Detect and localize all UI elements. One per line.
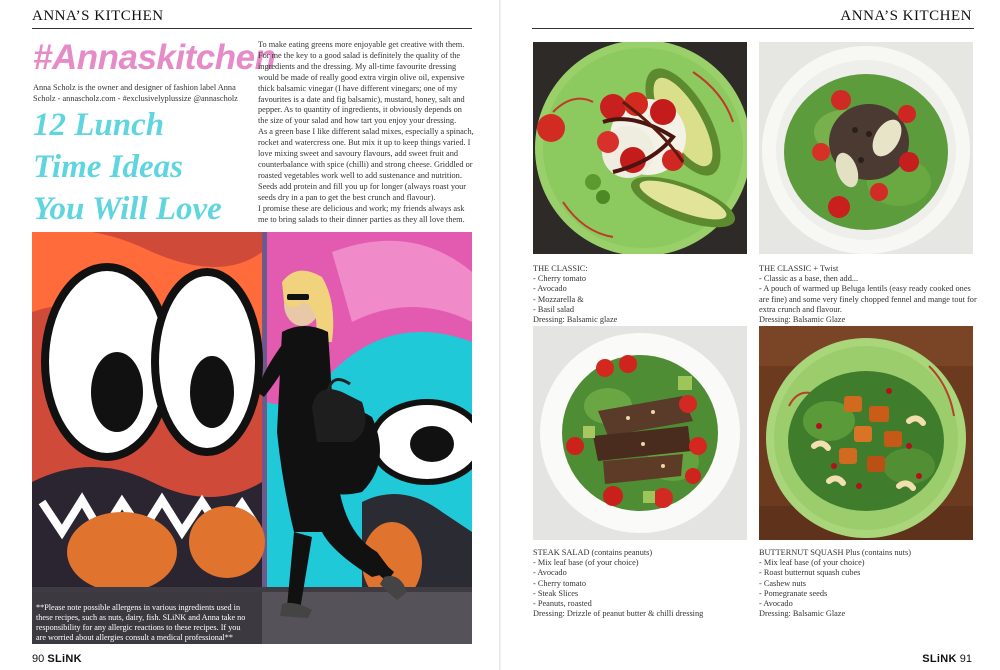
- intro-paragraph: As a green base I like different salad mixes, especially a spinach, rocket and watercress one. But mix it up to keep things varied. I love mixing sweet and savoury flavours, add sweet fruit and counterbalance with spice (chilli) and strong cheese. Griddled or roasted vegetables work well to add sustenance and nutrition. Seeds add protein and fill you up for longer (always roast your seeds dry in a pan to get the best crunch and flavour).: [258, 127, 474, 202]
- headline-line: 12 Lunch: [33, 107, 165, 143]
- page-number-left: 90: [32, 653, 45, 665]
- recipe-line: - Roast butternut squash cubes: [759, 568, 861, 578]
- recipe-caption-butternut: [759, 548, 911, 619]
- recipe-line: - Cherry tomato: [533, 274, 586, 284]
- recipe-line: are fine) and some very finely chopped fennel and mange tout for: [759, 294, 977, 304]
- recipe-line: - Cashew nuts: [759, 578, 807, 588]
- running-head-left: ANNA’S KITCHEN: [32, 8, 164, 24]
- graffiti-wall-photo: [32, 232, 472, 644]
- classic-salad-photo: [533, 42, 747, 254]
- recipe-line: - Pomegranate seeds: [759, 588, 828, 598]
- page-number-right: 91: [959, 653, 972, 665]
- butternut-squash-salad-photo: [759, 326, 973, 540]
- recipe-caption-twist: [759, 264, 977, 325]
- recipe-caption-steak: [533, 548, 703, 619]
- recipe-title: BUTTERNUT SQUASH Plus (contains nuts): [759, 548, 911, 557]
- recipe-line: - Classic as a base, then add...: [759, 274, 859, 284]
- recipe-title: STEAK SALAD (contains peanuts): [533, 548, 653, 557]
- brand-logo-right: SLiNK: [922, 653, 957, 665]
- recipe-line: - Peanuts, roasted: [533, 599, 592, 609]
- intro-body-text: [258, 40, 474, 225]
- intro-paragraph: I promise these are delicious and work; my friends always ask me to bring salads to their dinner parties as they all love them.: [258, 203, 465, 224]
- recipe-line: Dressing: Balsamic Glaze: [759, 315, 846, 325]
- recipe-line: - Steak Slices: [533, 588, 579, 598]
- footer-right: [922, 653, 972, 665]
- recipe-line: - Basil salad: [533, 304, 575, 314]
- hashtag-title: #Annaskitchen: [33, 38, 276, 77]
- recipe-line: - Avocado: [533, 568, 567, 578]
- recipe-line: Dressing: Balsamic glaze: [533, 315, 618, 325]
- author-byline: Anna Scholz is the owner and designer of fashion label Anna Scholz - annascholz.com - #exclusivelyplussize @annascholz: [33, 83, 238, 103]
- recipe-line: Dressing: Balsamic Glaze: [759, 609, 846, 619]
- article-headline: [33, 104, 222, 230]
- recipe-line: - A pouch of warmed up Beluga lentils (easy ready cooked ones: [759, 284, 971, 294]
- intro-paragraph: To make eating greens more enjoyable get creative with them. For me the key to a good salad is definitely the quality of the ingredients and the dressing. My all-time favourite dressing would be made of really good extra virgin olive oil, expensive thick balsamic vinegar (I have different vinegars; one of my favourites is a date and fig balsamic), mustard, honey, salt and pepper. As to quantity of ingredients, it obviously depends on the size of your salad and how tart you enjoy your dressing.: [258, 40, 465, 126]
- recipe-line: - Mozzarella &: [533, 294, 584, 304]
- recipe-caption-classic: [533, 264, 617, 325]
- recipe-line: extra crunch and flavour.: [759, 304, 842, 314]
- header-rule-right: [532, 28, 974, 29]
- recipe-title: THE CLASSIC + Twist: [759, 264, 839, 273]
- recipe-line: - Mix leaf base (of your choice): [759, 558, 865, 568]
- page-gutter: [499, 0, 501, 670]
- steak-salad-photo: [533, 326, 747, 540]
- running-head-right: ANNA’S KITCHEN: [840, 8, 972, 24]
- allergen-disclaimer: **Please note possible allergens in various ingredients used in these recipes, such as nuts, dairy, fish. SLiNK and Anna take no responsibility for any allergic reactions to these recipes. If you are worried about allergies consult a medical professional**: [36, 603, 246, 642]
- recipe-title: THE CLASSIC:: [533, 264, 588, 273]
- brand-logo-left: SLiNK: [47, 653, 82, 665]
- recipe-line: - Avocado: [759, 599, 793, 609]
- header-rule-left: [32, 28, 472, 29]
- recipe-line: - Mix leaf base (of your choice): [533, 558, 639, 568]
- recipe-line: Dressing: Drizzle of peanut butter & chilli dressing: [533, 609, 704, 619]
- recipe-line: - Cherry tomato: [533, 578, 586, 588]
- recipe-line: - Avocado: [533, 284, 567, 294]
- headline-line: Time Ideas: [33, 149, 183, 185]
- headline-line: You Will Love: [33, 191, 222, 227]
- classic-twist-salad-photo: [759, 42, 973, 254]
- footer-left: [32, 653, 82, 665]
